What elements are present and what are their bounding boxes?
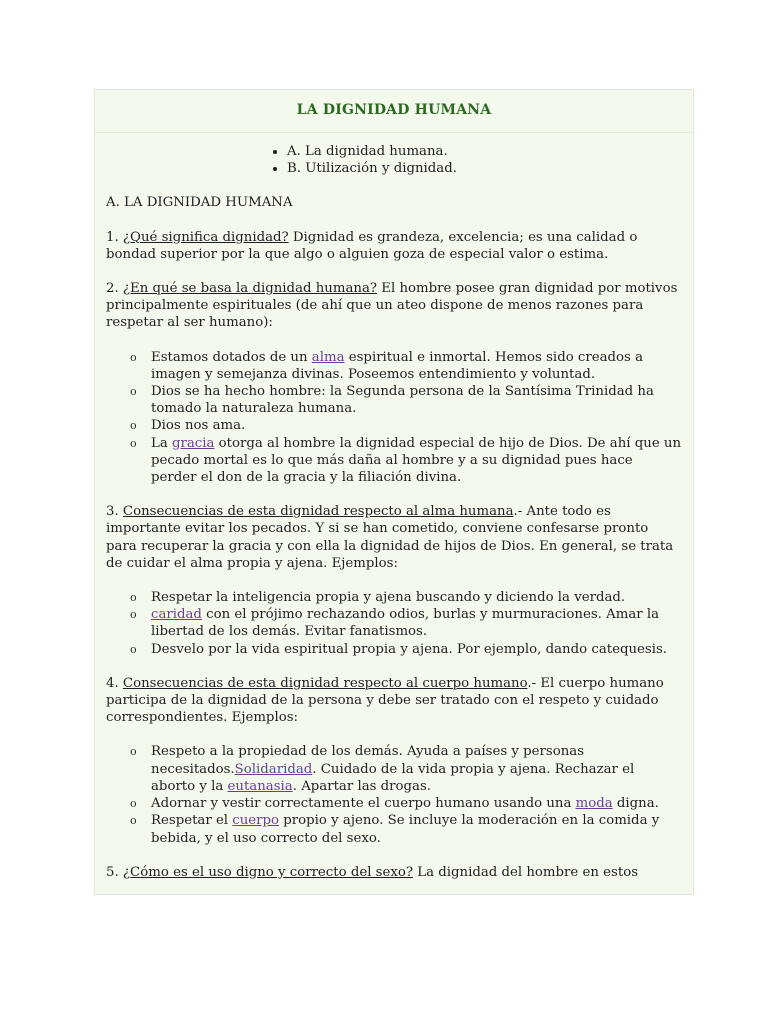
question-4-text: .- El cuerpo humano participa de la dignidad de la persona y debe ser tratado con el respeto y cuidado correspondientes. Ejemplos: — [106, 675, 664, 726]
section-a-heading: A. LA DIGNIDAD HUMANA — [106, 195, 293, 211]
item-text: con el prójimo rechazando odios, burlas y murmuraciones. Amar la libertad de los demás. Evitar fanatismos. — [151, 607, 660, 640]
list-item — [151, 606, 682, 640]
question-5-text: La dignidad del hombre en estos — [413, 864, 639, 880]
item-text: Adornar y vestir correctamente el cuerpo humano usando una — [151, 796, 576, 812]
link-solidaridad[interactable]: Solidaridad — [234, 761, 313, 777]
item-text: . Cuidado de la vida propia y ajena. Rechazar el aborto y la — [151, 761, 635, 794]
title-row — [95, 90, 693, 133]
question-3-number: 3. — [106, 504, 123, 520]
link-gracia[interactable]: gracia — [171, 435, 215, 451]
item-text: otorga al hombre la dignidad especial de hijo de Dios. De ahí que un pecado mortal es lo que más daña al hombre y a su dignidad pues hace perder el don de la gracia y la filiación divina. — [151, 435, 682, 486]
question-5-number: 5. — [106, 864, 123, 880]
link-moda[interactable]: moda — [575, 796, 613, 812]
article-content — [95, 133, 693, 881]
question-3-paragraph — [106, 503, 682, 572]
item-text: La — [151, 435, 172, 451]
item-text: Desvelo por la vida espiritual propia y ajena. Por ejemplo, dando catequesis. — [151, 641, 668, 657]
list-item — [151, 795, 682, 812]
question-2-title: ¿En qué se basa la dignidad humana? — [122, 281, 378, 297]
toc-item[interactable]: • A. La dignidad humana. — [287, 143, 682, 160]
link-eutanasia[interactable]: eutanasia — [227, 778, 293, 794]
question-5-title: ¿Cómo es el uso digno y correcto del sexo? — [122, 864, 414, 880]
question-1-number: 1. — [106, 229, 123, 245]
item-text: Respeto a la propiedad de los demás. Ayuda a países y personas necesitados. — [151, 744, 585, 777]
item-text: . Apartar las drogas. — [292, 778, 432, 794]
question-2-list — [106, 349, 682, 487]
question-1-title: ¿Qué significa dignidad? — [122, 229, 289, 245]
toc-item[interactable]: • B. Utilización y dignidad. — [287, 160, 682, 177]
article-container — [94, 89, 694, 895]
question-4-title: Consecuencias de esta dignidad respecto al cuerpo humano — [122, 675, 528, 691]
list-item — [151, 435, 682, 487]
list-item — [151, 349, 682, 383]
question-3-text: .- Ante todo es importante evitar los pecados. Y si se han cometido, conviene confesarse pronto para recuperar la gracia y con ella la dignidad de hijos de Dios. En general, se trata de cuidar el alma propia y ajena. Ejemplos: — [106, 504, 674, 571]
question-5-paragraph — [106, 864, 682, 881]
item-text: Estamos dotados de un — [151, 349, 312, 365]
list-item — [151, 417, 682, 434]
question-3-title: Consecuencias de esta dignidad respecto al alma humana — [122, 504, 514, 520]
question-3-list — [106, 589, 682, 658]
question-1-paragraph — [106, 229, 682, 263]
item-text: espiritual e inmortal. Hemos sido creados a imagen y semejanza divinas. Poseemos entendimiento y voluntad. — [151, 349, 644, 382]
item-text: propio y ajeno. Se incluye la moderación en la comida y bebida, y el uso correcto del sexo. — [151, 813, 660, 846]
list-item — [151, 641, 682, 658]
item-text: Dios se ha hecho hombre: la Segunda persona de la Santísima Trinidad ha tomado la naturaleza humana. — [151, 384, 654, 417]
article-title: LA DIGNIDAD HUMANA — [296, 102, 492, 119]
table-of-contents — [267, 143, 682, 177]
list-item — [151, 383, 682, 417]
link-cuerpo[interactable]: cuerpo — [232, 813, 280, 829]
list-item — [151, 589, 682, 606]
item-text: Respetar el — [151, 813, 233, 829]
link-alma[interactable]: alma — [311, 349, 345, 365]
question-2-paragraph — [106, 280, 682, 332]
item-text: Respetar la inteligencia propia y ajena buscando y diciendo la verdad. — [151, 590, 626, 606]
list-item — [151, 812, 682, 846]
question-4-list — [106, 743, 682, 846]
item-text: Dios nos ama. — [151, 418, 246, 434]
question-4-paragraph — [106, 675, 682, 727]
item-text: digna. — [612, 796, 659, 812]
question-2-text: El hombre posee gran dignidad por motivos principalmente espirituales (de ahí que un ateo dispone de menos razones para respetar al ser humano): — [106, 281, 678, 331]
question-1-text: Dignidad es grandeza, excelencia; es una calidad o bondad superior por la que algo o alguien goza de especial valor o estima. — [106, 229, 638, 262]
question-4-number: 4. — [106, 675, 123, 691]
link-caridad[interactable]: caridad — [151, 607, 202, 623]
list-item — [151, 743, 682, 795]
question-2-number: 2. — [106, 281, 123, 297]
